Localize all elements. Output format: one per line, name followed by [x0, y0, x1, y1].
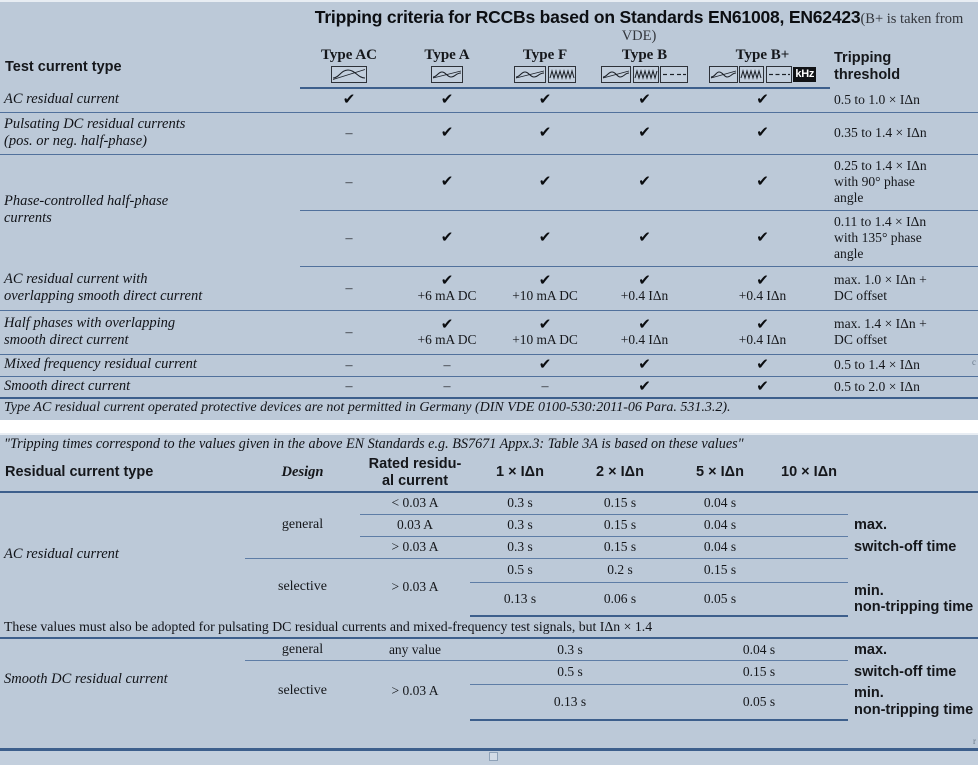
dash-marker: –	[345, 357, 353, 373]
tripping-criteria-table	[0, 2, 978, 417]
spanner-note: These values must also be adopted for pulsating DC residual currents and mixed-frequency test signals, but IΔn × 1.4	[0, 616, 848, 638]
cell-type-bplus	[695, 354, 830, 376]
cell-type-f	[496, 88, 594, 112]
threshold-line3: angle	[834, 190, 864, 206]
check-icon: ✔	[342, 90, 356, 109]
cell-rated-current: < 0.03 A	[360, 492, 470, 514]
cell-rated-current: > 0.03 A	[391, 682, 439, 698]
check-icon: ✔	[756, 123, 769, 141]
icon-cell-type-b	[594, 65, 695, 88]
dash-marker: –	[345, 324, 353, 340]
header-design: Design	[245, 454, 360, 492]
cell-threshold: 0.5 to 1.0 × IΔn	[830, 88, 978, 112]
header-test-current-type: Test current type	[5, 58, 122, 75]
cell-threshold	[830, 154, 978, 210]
table-row	[0, 492, 978, 514]
check-icon: ✔	[638, 123, 651, 141]
row-group-label-smooth-dc: Smooth DC residual current	[4, 671, 168, 688]
cell-type-ac	[300, 310, 398, 354]
cell-type-b	[594, 266, 695, 310]
cell-subvalue: +0.4 IΔn	[620, 331, 669, 347]
cell-5x: 0.04 s	[670, 536, 770, 558]
cell-remark	[848, 684, 978, 720]
check-icon: ✔	[638, 355, 651, 373]
waveform-pulsating-dc-icon	[431, 66, 463, 83]
table-row	[0, 376, 978, 398]
cell-remark	[848, 558, 978, 582]
check-icon: ✔	[538, 172, 552, 190]
cell-type-ac	[300, 112, 398, 154]
table-row	[0, 354, 978, 376]
cell-remark-line2: non-tripping time	[854, 599, 974, 616]
cell-subvalue: +0.4 IΔn	[738, 287, 787, 303]
row-label-line2: overlapping smooth direct current	[4, 287, 203, 304]
table-row	[0, 154, 978, 210]
cell-type-a	[398, 376, 496, 398]
waveform-pulsating-dc-icon	[601, 66, 631, 83]
cell-type-bplus	[695, 210, 830, 266]
header-residual-current-type: Residual current type	[0, 454, 245, 492]
cell-type-a	[398, 266, 496, 310]
cell-type-b	[594, 112, 695, 154]
header-multiplier-2x: 2 × IΔn	[570, 454, 670, 492]
table-title-subnote: (B+ is taken from VDE)	[621, 11, 964, 44]
header-type-bplus: Type B+	[735, 47, 790, 63]
threshold-line2: DC offset	[834, 332, 887, 347]
cell-subvalue: +0.4 IΔn	[620, 287, 669, 303]
icon-cell-type-bplus	[695, 65, 830, 88]
row-label-line1: Phase-controlled half-phase	[4, 193, 169, 210]
table-header-row	[0, 46, 978, 65]
header-multiplier-1x: 1 × IΔn	[470, 454, 570, 492]
dash-marker: –	[345, 125, 353, 141]
header-multiplier-10x: 10 × IΔn	[770, 454, 848, 492]
cell-design-selective: selective	[278, 579, 327, 595]
cell-type-bplus	[695, 88, 830, 112]
threshold-line2: with 135° phase	[834, 229, 922, 245]
cell-2x: 0.06 s	[570, 582, 670, 616]
cell-threshold: 0.5 to 1.4 × IΔn	[830, 354, 978, 376]
check-icon: ✔	[538, 355, 552, 373]
row-label-line2: currents	[4, 210, 52, 227]
cell-type-a	[398, 210, 496, 266]
check-icon: ✔	[440, 228, 454, 246]
waveform-pulsating-dc-icon	[709, 66, 738, 83]
cell-10x	[770, 582, 848, 616]
cell-design-general: general	[245, 492, 360, 558]
header-rated-line1: Rated residu-	[368, 456, 462, 473]
tripping-times-table	[0, 435, 978, 721]
cell-type-a	[398, 88, 496, 112]
cell-type-ac	[300, 266, 398, 310]
cell-type-ac	[300, 354, 398, 376]
row-label	[0, 266, 300, 310]
page-edge-artifact: r	[973, 736, 976, 746]
cell-type-b	[594, 154, 695, 210]
check-icon: ✔	[756, 314, 769, 333]
cell-threshold	[830, 210, 978, 266]
khz-badge: kHz	[795, 68, 815, 80]
cell-design-selective: selective	[278, 682, 327, 698]
check-icon: ✔	[538, 123, 552, 141]
cell-design-general: general	[245, 638, 360, 660]
cell-threshold: 0.35 to 1.4 × IΔn	[830, 112, 978, 154]
cell-remark: switch-off time	[854, 538, 957, 555]
cell-type-a	[398, 310, 496, 354]
cell-remark-line2: non-tripping time	[854, 701, 974, 718]
header-type-ac: Type AC	[321, 47, 377, 63]
cell-threshold: 0.5 to 2.0 × IΔn	[830, 376, 978, 398]
dash-marker: –	[345, 174, 353, 190]
table-title-main: Tripping criteria for RCCBs based on Standards EN61008, EN62423	[314, 7, 861, 27]
cell-remark-line1: min.	[854, 583, 884, 599]
threshold-line1: max. 1.4 × IΔn +	[834, 315, 927, 331]
cell-type-a	[398, 112, 496, 154]
cell-type-f	[496, 112, 594, 154]
cell-2x: 0.15 s	[570, 492, 670, 514]
cell-10x	[770, 558, 848, 582]
table-row	[0, 310, 978, 354]
cell-right-value: 0.15 s	[670, 660, 848, 684]
page-bottom-strip	[0, 748, 978, 765]
tripping-times-table-panel	[0, 433, 978, 748]
table2-header-row	[0, 454, 978, 492]
row-label-line2: (pos. or neg. half-phase)	[4, 133, 147, 149]
threshold-line3: angle	[834, 246, 864, 262]
check-icon: ✔	[756, 228, 769, 246]
cell-10x	[770, 536, 848, 558]
check-icon: ✔	[756, 376, 769, 395]
check-icon: ✔	[440, 90, 454, 109]
cell-type-bplus	[695, 376, 830, 398]
cell-remark: max.	[854, 516, 888, 533]
cell-subvalue: +10 mA DC	[512, 331, 578, 347]
header-tripping-threshold-line2: threshold	[834, 67, 901, 83]
cell-2x: 0.2 s	[570, 558, 670, 582]
check-icon: ✔	[638, 228, 651, 246]
check-icon: ✔	[538, 90, 552, 109]
header-type-a: Type A	[424, 47, 470, 63]
header-remark	[848, 454, 978, 492]
check-icon: ✔	[756, 355, 769, 373]
cell-remark: switch-off time	[854, 664, 957, 681]
cell-5x: 0.04 s	[670, 492, 770, 514]
cell-type-f	[496, 310, 594, 354]
header-type-b: Type B	[621, 47, 668, 63]
cell-1x: 0.3 s	[470, 492, 570, 514]
row-group-label-ac-residual: AC residual current	[4, 546, 119, 563]
check-icon: ✔	[638, 172, 651, 190]
row-label	[0, 154, 300, 266]
cell-type-ac	[300, 210, 398, 266]
cell-subvalue: +0.4 IΔn	[738, 331, 787, 347]
cell-type-b	[594, 88, 695, 112]
row-label	[0, 112, 300, 154]
cell-type-ac	[300, 376, 398, 398]
threshold-line1: 0.25 to 1.4 × IΔn	[834, 157, 927, 173]
cell-type-bplus	[695, 112, 830, 154]
check-icon: ✔	[638, 270, 651, 289]
cell-type-a	[398, 354, 496, 376]
cell-5x: 0.15 s	[670, 558, 770, 582]
check-icon: ✔	[538, 228, 552, 246]
cell-remark	[848, 492, 978, 514]
cell-type-f	[496, 154, 594, 210]
cell-remark	[848, 582, 978, 616]
table-row	[0, 638, 978, 660]
cell-mid-value: 0.5 s	[470, 660, 670, 684]
cell-type-b	[594, 210, 695, 266]
check-icon: ✔	[440, 123, 454, 141]
cell-threshold	[830, 310, 978, 354]
cell-mid-value: 0.3 s	[470, 638, 670, 660]
waveform-smooth-dc-icon	[766, 66, 792, 83]
cell-2x: 0.15 s	[570, 536, 670, 558]
spanner-remark-spacer	[848, 616, 978, 638]
quote-row	[0, 435, 978, 454]
tripping-times-quote: "Tripping times correspond to the values given in the above EN Standards e.g. BS7671 Appx.3: Table 3A is based on these values"	[4, 436, 744, 452]
cell-type-bplus	[695, 266, 830, 310]
footnote-row	[0, 398, 978, 417]
header-tripping-threshold	[830, 46, 978, 88]
cell-rated-current: > 0.03 A	[391, 579, 439, 595]
check-icon: ✔	[538, 314, 552, 333]
cell-right-value: 0.05 s	[670, 684, 848, 720]
waveform-smooth-dc-icon	[660, 66, 688, 83]
check-icon: ✔	[638, 314, 651, 333]
cell-type-b	[594, 354, 695, 376]
waveform-mixed-frequency-icon	[739, 66, 764, 83]
cell-type-bplus	[695, 310, 830, 354]
dash-marker: –	[345, 379, 353, 395]
cell-5x: 0.04 s	[670, 514, 770, 536]
cell-type-f	[496, 210, 594, 266]
cell-remark: max.	[854, 641, 888, 658]
icon-cell-type-a	[398, 65, 496, 88]
row-label-line1: AC residual current with	[4, 270, 148, 287]
header-tripping-threshold-line1: Tripping	[834, 50, 892, 67]
cell-right-value: 0.04 s	[670, 638, 848, 660]
header-multiplier-5x: 5 × IΔn	[670, 454, 770, 492]
page-edge-artifact: c	[972, 357, 976, 367]
check-icon: ✔	[440, 270, 454, 289]
cell-type-b	[594, 376, 695, 398]
cell-10x	[770, 514, 848, 536]
table-row	[0, 88, 978, 112]
table-separator-gap	[0, 420, 978, 433]
cell-rated-current: any value	[360, 638, 470, 660]
check-icon: ✔	[440, 314, 454, 333]
check-icon: ✔	[756, 172, 769, 190]
check-icon: ✔	[440, 172, 454, 190]
row-label: Smooth direct current	[0, 376, 300, 398]
cell-subvalue: +6 mA DC	[417, 287, 477, 303]
header-type-f: Type F	[522, 47, 568, 63]
cell-subvalue: +6 mA DC	[417, 331, 477, 347]
cell-type-f	[496, 266, 594, 310]
cell-10x	[770, 492, 848, 514]
check-icon: ✔	[756, 270, 769, 289]
row-label: Mixed frequency residual current	[0, 354, 300, 376]
table-title-row	[0, 2, 978, 46]
threshold-line2: DC offset	[834, 288, 887, 303]
icon-cell-type-ac	[300, 65, 398, 88]
dash-marker: –	[443, 357, 451, 373]
spanner-row	[0, 616, 978, 638]
cell-type-ac	[300, 154, 398, 210]
check-icon: ✔	[638, 376, 651, 395]
cell-type-a	[398, 154, 496, 210]
icon-cell-type-f	[496, 65, 594, 88]
check-icon: ✔	[638, 90, 651, 109]
table-row	[0, 112, 978, 154]
cell-1x: 0.3 s	[470, 536, 570, 558]
cell-subvalue: +10 mA DC	[512, 287, 578, 303]
cell-1x: 0.3 s	[470, 514, 570, 536]
header-rated-residual-current	[360, 454, 470, 492]
threshold-line1: max. 1.0 × IΔn +	[834, 271, 927, 287]
page-bottom-nub	[489, 752, 498, 761]
row-label	[0, 310, 300, 354]
cell-mid-value: 0.13 s	[470, 684, 670, 720]
cell-1x: 0.13 s	[470, 582, 570, 616]
cell-rated-current: > 0.03 A	[360, 536, 470, 558]
cell-remark-line1: min.	[854, 685, 884, 702]
cell-5x: 0.05 s	[670, 582, 770, 616]
waveform-mixed-frequency-icon	[633, 66, 659, 83]
cell-type-b	[594, 310, 695, 354]
check-icon: ✔	[756, 90, 769, 109]
row-label-line1: Half phases with overlapping	[4, 314, 176, 331]
check-icon: ✔	[538, 270, 552, 289]
header-rated-line2: al current	[381, 472, 449, 489]
cell-rated-current: 0.03 A	[360, 514, 470, 536]
cell-type-bplus	[695, 154, 830, 210]
dash-marker: –	[345, 280, 353, 296]
dash-marker: –	[541, 379, 549, 395]
cell-type-f	[496, 354, 594, 376]
cell-1x: 0.5 s	[470, 558, 570, 582]
threshold-line2: with 90° phase	[834, 173, 915, 189]
waveform-pulsating-dc-icon	[514, 66, 546, 83]
cell-2x: 0.15 s	[570, 514, 670, 536]
waveform-mixed-frequency-icon	[548, 66, 576, 83]
row-label-line1: Pulsating DC residual currents	[4, 115, 186, 132]
threshold-line1: 0.11 to 1.4 × IΔn	[834, 213, 927, 229]
germany-footnote: Type AC residual current operated protective devices are not permitted in Germany (DIN VDE 0100-530:2011-06 Para. 531.3.2).	[4, 400, 731, 415]
cell-type-ac	[300, 88, 398, 112]
cell-threshold	[830, 266, 978, 310]
row-label: AC residual current	[0, 88, 300, 112]
dash-marker: –	[345, 230, 353, 246]
waveform-sine-icon	[331, 66, 367, 83]
row-label-line2: smooth direct current	[4, 332, 129, 348]
cell-type-f	[496, 376, 594, 398]
table-row	[0, 266, 978, 310]
dash-marker: –	[443, 379, 451, 395]
